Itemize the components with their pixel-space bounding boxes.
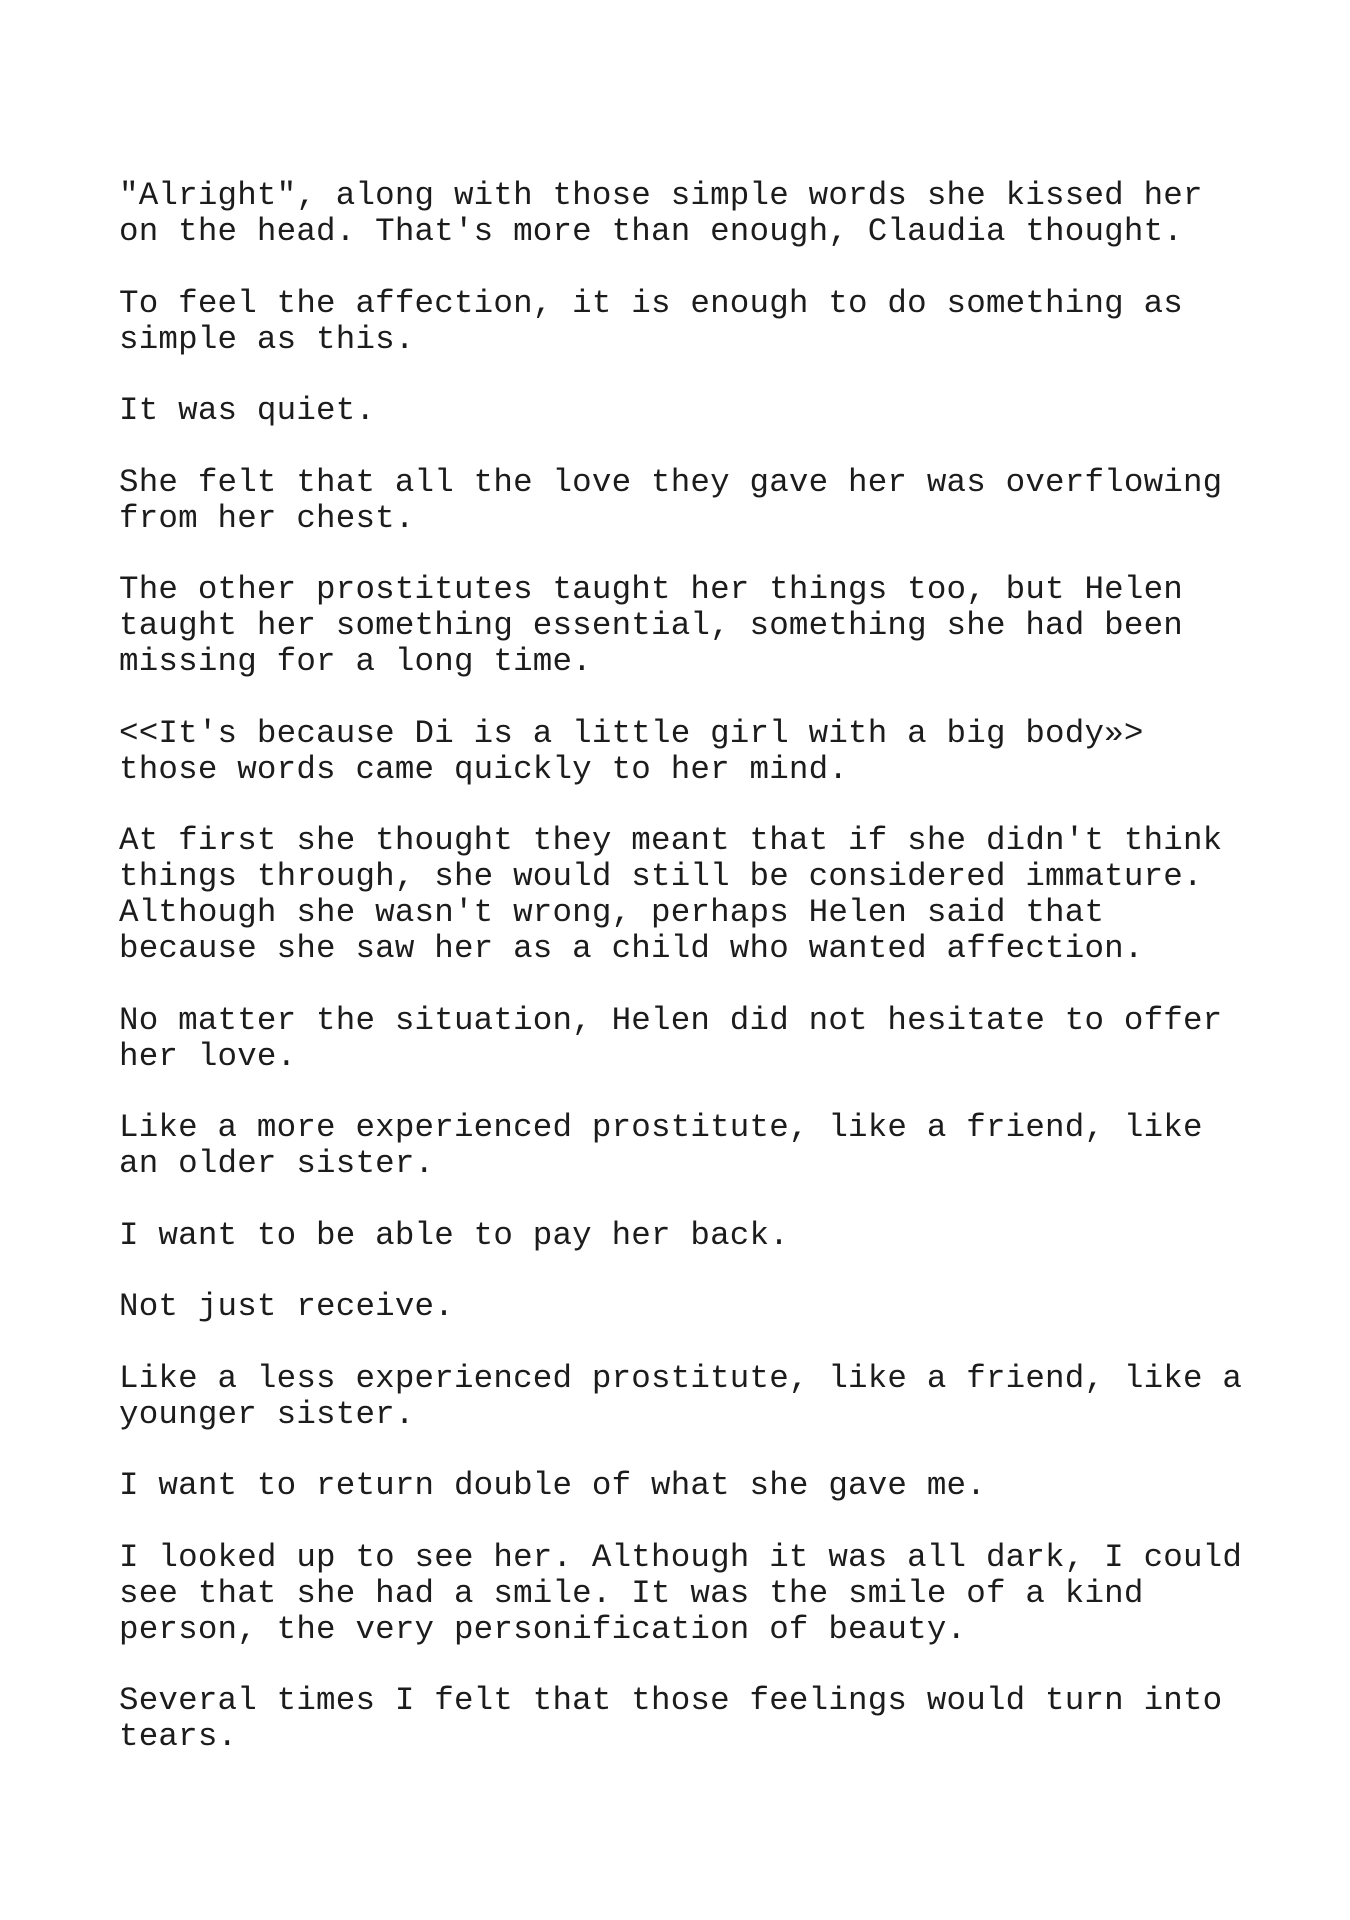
text-line: No matter the situation, Helen did not hesitate to offer — [119, 1001, 1223, 1039]
paragraph — [119, 1683, 1259, 1755]
text-line: taught her something essential, something she had been — [119, 607, 1183, 644]
body-text — [119, 178, 1259, 1791]
text-line: those words came quickly to her mind. — [119, 750, 849, 788]
text-line: her love. — [119, 1037, 297, 1075]
paragraph — [119, 572, 1259, 680]
paragraph — [119, 823, 1259, 967]
paragraph — [119, 1003, 1259, 1075]
paragraph — [119, 1218, 1259, 1254]
text-line: see that she had a smile. It was the smile of a kind — [119, 1574, 1144, 1612]
text-line: The other prostitutes taught her things too, but Helen — [119, 571, 1183, 608]
text-line: <<It's because Di is a little girl with a big body»> — [119, 714, 1144, 752]
text-line: Although she wasn't wrong, perhaps Helen said that — [119, 894, 1105, 931]
paragraph — [119, 1361, 1259, 1433]
text-line: I want to be able to pay her back. — [119, 1216, 789, 1254]
text-line: person, the very personification of beauty. — [119, 1610, 967, 1648]
text-line: At first she thought they meant that if she didn't think — [119, 822, 1223, 859]
text-line: To feel the affection, it is enough to do something as — [119, 284, 1183, 322]
text-line: tears. — [119, 1718, 238, 1755]
paragraph — [119, 1289, 1259, 1325]
paragraph — [119, 716, 1259, 788]
text-line: from her chest. — [119, 499, 415, 537]
paragraph — [119, 286, 1259, 358]
text-line: She felt that all the love they gave her was overflowing — [119, 463, 1223, 501]
text-line: on the head. That's more than enough, Claudia thought. — [119, 213, 1183, 250]
paragraph — [119, 1540, 1259, 1648]
text-line: an older sister. — [119, 1145, 435, 1182]
paragraph — [119, 178, 1259, 250]
text-line: because she saw her as a child who wanted affection. — [119, 930, 1144, 967]
text-line: "Alright", along with those simple words she kissed her — [119, 177, 1203, 214]
paragraph — [119, 1468, 1259, 1504]
text-line: It was quiet. — [119, 392, 376, 429]
text-line: Not just receive. — [119, 1288, 454, 1325]
text-line: Like a less experienced prostitute, like a friend, like a — [119, 1359, 1243, 1397]
text-line: I want to return double of what she gave me. — [119, 1467, 986, 1504]
text-line: younger sister. — [119, 1395, 415, 1433]
text-line: missing for a long time. — [119, 643, 592, 680]
paragraph — [119, 1110, 1259, 1182]
text-line: I looked up to see her. Although it was all dark, I could — [119, 1538, 1243, 1576]
paragraph — [119, 465, 1259, 537]
text-line: things through, she would still be considered immature. — [119, 858, 1203, 895]
text-line: Like a more experienced prostitute, like a friend, like — [119, 1109, 1203, 1146]
paragraph — [119, 393, 1259, 429]
text-line: simple as this. — [119, 320, 415, 358]
text-line: Several times I felt that those feelings would turn into — [119, 1682, 1223, 1719]
